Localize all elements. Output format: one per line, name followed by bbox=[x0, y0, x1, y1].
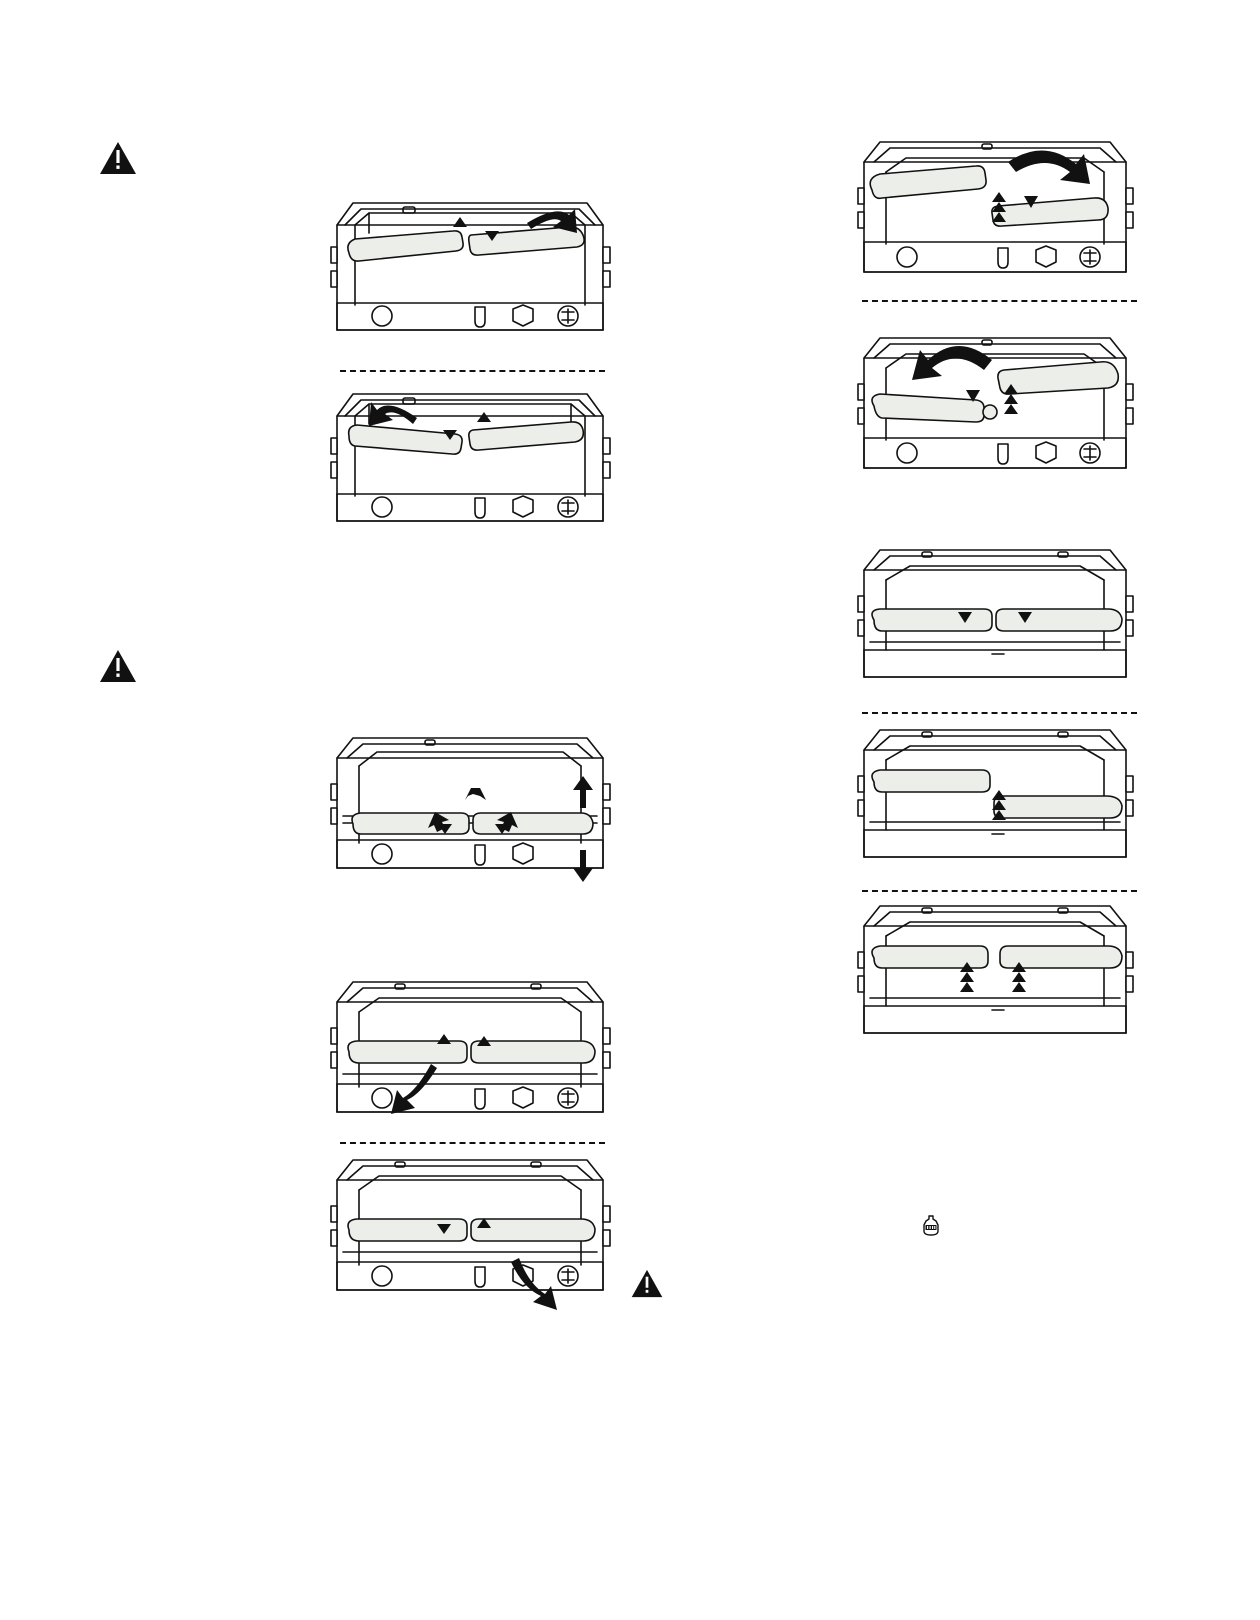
figure-grill-center-align bbox=[325, 728, 625, 898]
figure-grill-bars-seated-down bbox=[852, 542, 1147, 707]
figure-grill-lower-left-rotate bbox=[325, 972, 620, 1147]
divider-right-2 bbox=[862, 712, 1137, 714]
warning-triangle-bottom bbox=[630, 1268, 664, 1304]
divider-right-3 bbox=[862, 890, 1137, 892]
warning-triangle-mid-left bbox=[98, 648, 138, 689]
warning-triangle-top-left bbox=[98, 140, 138, 181]
manufacturer-logo bbox=[920, 1215, 942, 1237]
figure-grill-handle-rotate-right bbox=[325, 185, 620, 370]
figure-grill-bars-both-lift bbox=[852, 898, 1147, 1063]
divider-right-1 bbox=[862, 300, 1137, 302]
figure-grill-bars-lift-up bbox=[852, 722, 1147, 887]
divider-left-1 bbox=[340, 370, 605, 372]
divider-left-2 bbox=[340, 1142, 605, 1144]
figure-grill-right-rotate-counterclockwise bbox=[852, 328, 1147, 498]
figure-grill-lower-right-rotate bbox=[325, 1150, 625, 1330]
figure-grill-right-rotate-clockwise bbox=[852, 132, 1147, 302]
figure-grill-handle-rotate-left bbox=[325, 378, 620, 558]
